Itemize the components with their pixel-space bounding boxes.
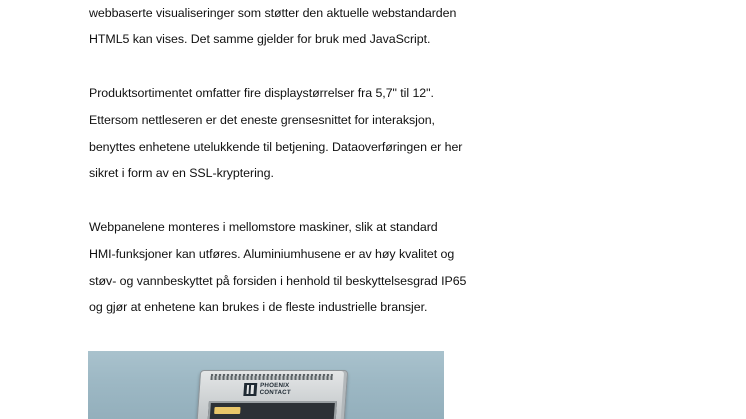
text-line: sikret i form av en SSL-kryptering. xyxy=(89,166,274,181)
logo-text-line2: CONTACT xyxy=(259,388,292,396)
text-line: Ettersom nettleseren er det eneste grensesnittet for interaksjon, xyxy=(89,112,435,127)
product-photo xyxy=(88,351,444,419)
ventilation-grille xyxy=(210,374,332,380)
paragraph-product-range xyxy=(89,80,509,187)
logo-text xyxy=(259,383,291,396)
text-line: webbaserte visualiseringer som støtter den aktuelle webstandarden xyxy=(89,5,457,20)
device-screen xyxy=(207,401,337,419)
text-line: Produktsortimentet omfatter fire displaystørrelser fra 5,7" til 12". xyxy=(89,86,434,100)
screen-status-bar xyxy=(214,407,240,414)
paragraph-webstandard xyxy=(89,0,509,53)
web-panel-device xyxy=(196,370,348,419)
text-line: støv- og vannbeskyttet på forsiden i henhold til beskyttelsesgrad IP65 xyxy=(89,273,467,288)
text-line: benyttes enhetene utelukkende til betjening. Dataoverføringen er her xyxy=(89,139,463,154)
text-line: Webpanelene monteres i mellomstore maskiner, slik at standard xyxy=(89,220,438,234)
phoenix-contact-logo xyxy=(243,383,291,396)
text-line: og gjør at enhetene kan brukes i de fleste industrielle bransjer. xyxy=(89,300,428,315)
text-line: HMI-funksjoner kan utføres. Aluminiumhusene er av høy kvalitet og xyxy=(89,246,455,261)
paragraph-mounting xyxy=(89,214,509,321)
logo-mark-icon xyxy=(243,383,257,396)
logo-text-line1: PHOENIX xyxy=(259,382,290,390)
text-line: HTML5 kan vises. Det samme gjelder for bruk med JavaScript. xyxy=(89,32,431,47)
